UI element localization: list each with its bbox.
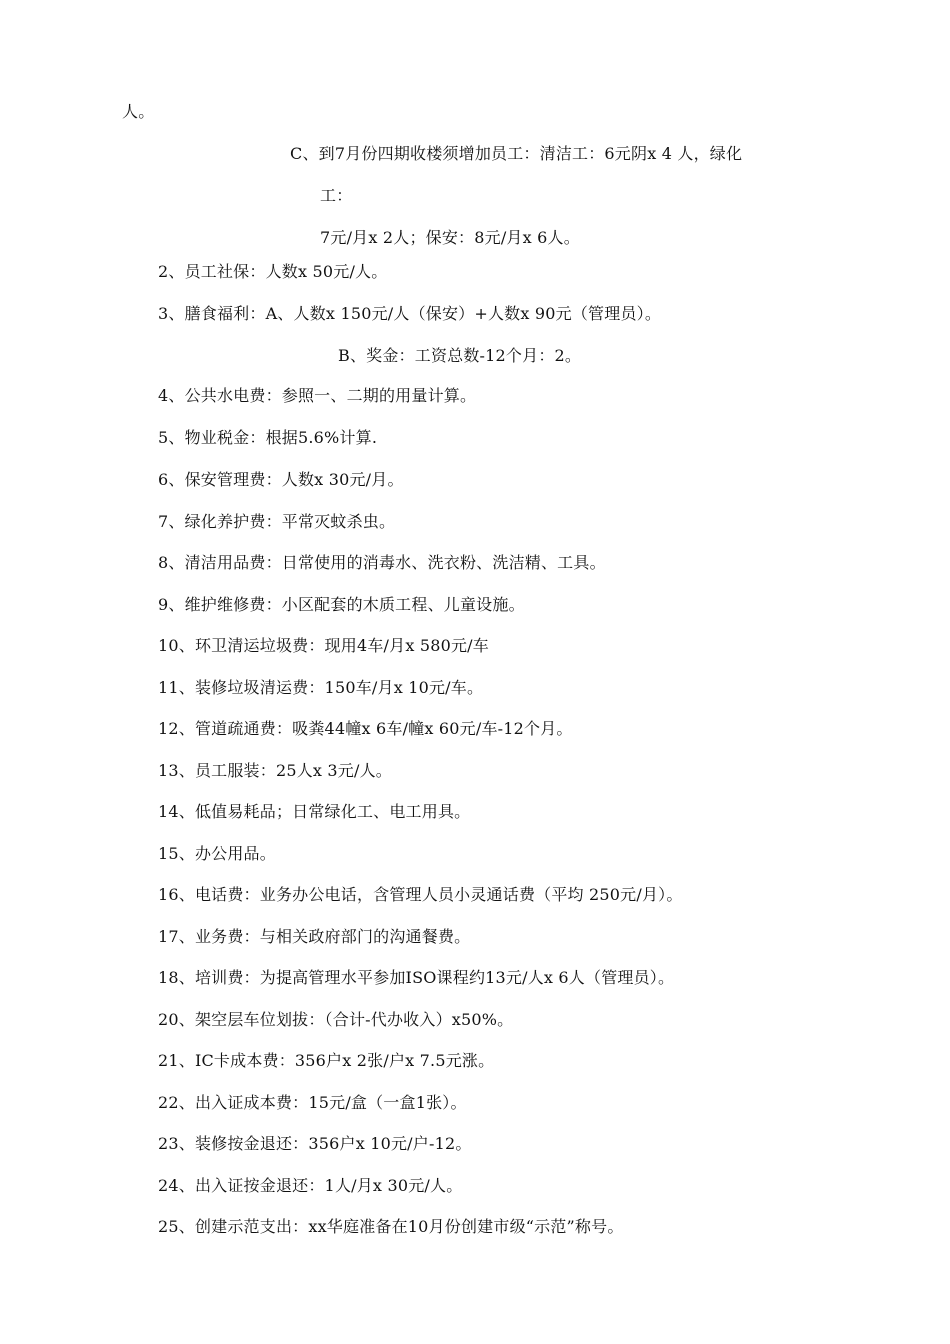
- text-line-item-2: 2、员工社保：人数x 50元/人。: [158, 262, 388, 281]
- text-line-item-4: 4、公共水电费：参照一、二期的用量计算。: [158, 386, 477, 405]
- text-line-item-13: 13、员工服装：25人x 3元/人。: [158, 761, 392, 780]
- text-line-continuation: 人。: [122, 102, 155, 121]
- text-line-item-3b: B、奖金：工资总数-12个月：2。: [338, 346, 582, 365]
- text-line-item-15: 15、办公用品。: [158, 844, 276, 863]
- text-line-item-9: 9、维护维修费：小区配套的木质工程、儿童设施。: [158, 595, 525, 614]
- text-line-item-1c-wrap: 工：: [320, 186, 353, 205]
- text-line-item-14: 14、低值易耗品；日常绿化工、电工用具。: [158, 802, 471, 821]
- text-line-item-1c-detail: 7元/月x 2人；保安：8元/月x 6人。: [320, 228, 580, 247]
- text-line-item-24: 24、出入证按金退还：1人/月x 30元/人。: [158, 1176, 463, 1195]
- text-line-item-21: 21、IC卡成本费：356户x 2张/户x 7.5元涨。: [158, 1051, 495, 1070]
- text-line-item-10: 10、环卫清运垃圾费：现用4车/月x 580元/车: [158, 636, 489, 655]
- text-line-item-3: 3、膳食福利：A、人数x 150元/人（保安）+人数x 90元（管理员）。: [158, 304, 662, 323]
- text-line-item-22: 22、出入证成本费：15元/盒（一盒1张）。: [158, 1093, 467, 1112]
- text-line-item-18: 18、培训费：为提高管理水平参加ISO课程约13元/人x 6人（管理员）。: [158, 968, 675, 987]
- text-line-item-25: 25、创建示范支出：xx华庭准备在10月份创建市级“示范”称号。: [158, 1217, 624, 1236]
- text-line-item-5: 5、物业税金：根据5.6%计算.: [158, 428, 378, 447]
- text-line-item-17: 17、业务费：与相关政府部门的沟通餐费。: [158, 927, 471, 946]
- text-line-item-20: 20、架空层车位划拔：（合计-代办收入）x50%。: [158, 1010, 514, 1029]
- text-line-item-23: 23、装修按金退还：356户x 10元/户-12。: [158, 1134, 472, 1153]
- text-line-item-7: 7、绿化养护费：平常灭蚊杀虫。: [158, 512, 396, 531]
- text-line-item-16: 16、电话费：业务办公电话，含管理人员小灵通话费（平均 250元/月）。: [158, 885, 683, 904]
- text-line-item-8: 8、清洁用品费：日常使用的消毒水、洗衣粉、洗洁精、工具。: [158, 553, 606, 572]
- text-line-item-12: 12、管道疏通费：吸粪44幢x 6车/幢x 60元/车-12个月。: [158, 719, 573, 738]
- text-line-item-11: 11、装修垃圾清运费：150车/月x 10元/车。: [158, 678, 484, 697]
- text-line-item-6: 6、保安管理费：人数x 30元/月。: [158, 470, 404, 489]
- text-line-item-1c: C、到7月份四期收楼须增加员工：清洁工：6元阴x 4 人，绿化: [290, 144, 743, 163]
